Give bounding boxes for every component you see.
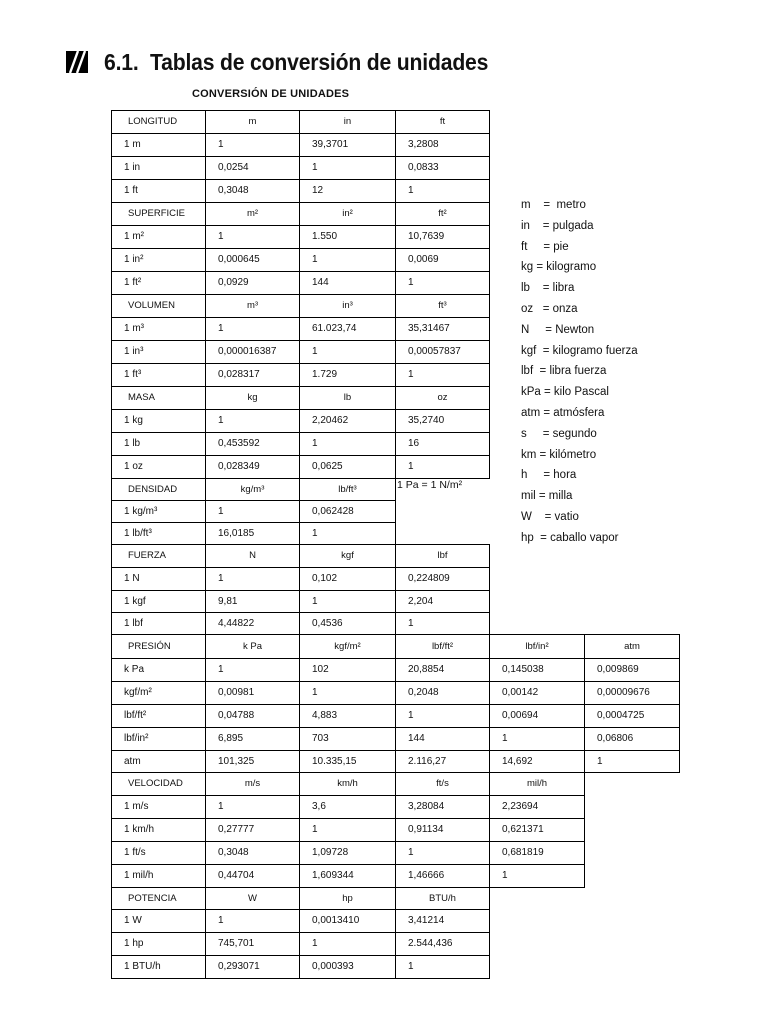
volumen-cell: 1 m³ <box>111 317 206 341</box>
masa-cell: 16 <box>395 432 490 456</box>
volumen-cell: 35,31467 <box>395 317 490 341</box>
volumen-cell: 1 <box>395 363 490 387</box>
volumen-cell: 0,000016387 <box>205 340 300 364</box>
superficie-column-header: ft² <box>395 202 490 226</box>
presion-cell: 0,145038 <box>489 658 585 682</box>
velocidad-cell: 1 mil/h <box>111 864 206 888</box>
presion-column-header: lbf/in² <box>489 634 585 659</box>
presion-cell: 144 <box>395 727 490 751</box>
fuerza-cell: 1 N <box>111 567 206 591</box>
masa-cell: 1 kg <box>111 409 206 433</box>
volumen-cell: 0,00057837 <box>395 340 490 364</box>
longitud-column-header: m <box>205 110 300 134</box>
fuerza-cell: 1 kgf <box>111 590 206 613</box>
potencia-cell: 1 W <box>111 909 206 933</box>
velocidad-cell: 1 ft/s <box>111 841 206 865</box>
masa-column-header: lb <box>299 386 396 410</box>
superficie-cell: 0,000645 <box>205 248 300 272</box>
volumen-cell: 1 in³ <box>111 340 206 364</box>
presion-cell: k Pa <box>111 658 206 682</box>
densidad-column-header: kg/m³ <box>205 478 300 501</box>
masa-cell: 1 lb <box>111 432 206 456</box>
velocidad-column-header: mil/h <box>489 772 585 796</box>
legend-item: h = hora <box>521 469 577 482</box>
presion-cell: 0,04788 <box>205 704 300 728</box>
presion-cell: 1 <box>584 750 680 773</box>
longitud-cell: 0,3048 <box>205 179 300 203</box>
volumen-column-header: m³ <box>205 294 300 318</box>
masa-column-header: kg <box>205 386 300 410</box>
volumen-cell: 1 <box>205 317 300 341</box>
fuerza-column-header: kgf <box>299 544 396 568</box>
superficie-cell: 1 ft² <box>111 271 206 295</box>
presion-cell: 1 <box>395 704 490 728</box>
longitud-cell: 0,0833 <box>395 156 490 180</box>
fuerza-cell: 1 <box>205 567 300 591</box>
presion-cell: 101,325 <box>205 750 300 773</box>
presion-column-header: kgf/m² <box>299 634 396 659</box>
velocidad-cell: 0,44704 <box>205 864 300 888</box>
masa-cell: 1 <box>205 409 300 433</box>
page-title <box>104 49 488 76</box>
velocidad-cell: 1 <box>299 818 396 842</box>
potencia-cell: 1 <box>395 955 490 979</box>
longitud-cell: 1 <box>299 156 396 180</box>
densidad-cell: 0,062428 <box>299 500 396 523</box>
masa-cell: 0,0625 <box>299 455 396 479</box>
potencia-column-header: W <box>205 887 300 910</box>
legend-item: N = Newton <box>521 323 595 336</box>
fuerza-cell: 0,224809 <box>395 567 490 591</box>
longitud-cell: 0,0254 <box>205 156 300 180</box>
legend-item: W = vatio <box>521 510 579 523</box>
densidad-cell: 16,0185 <box>205 522 300 545</box>
presion-cell: 0,0004725 <box>584 704 680 728</box>
section-title: Tablas de conversión de unidades <box>149 48 489 75</box>
presion-cell: 0,009869 <box>584 658 680 682</box>
masa-cell: 35,2740 <box>395 409 490 433</box>
presion-cell: atm <box>111 750 206 773</box>
presion-cell: 0,00694 <box>489 704 585 728</box>
potencia-column-header: BTU/h <box>395 887 490 910</box>
volumen-cell: 61.023,74 <box>299 317 396 341</box>
potencia-cell: 1 <box>205 909 300 933</box>
velocidad-cell: 0,91134 <box>395 818 490 842</box>
fuerza-section-label: FUERZA <box>111 544 206 568</box>
fuerza-cell: 2,204 <box>395 590 490 613</box>
presion-cell: 0,00142 <box>489 681 585 705</box>
fuerza-column-header: N <box>205 544 300 568</box>
superficie-cell: 10,7639 <box>395 225 490 249</box>
section-number: 6.1. <box>104 48 139 75</box>
velocidad-cell: 0,3048 <box>205 841 300 865</box>
volumen-cell: 1.729 <box>299 363 396 387</box>
velocidad-cell: 1,46666 <box>395 864 490 888</box>
legend-item: mil = milla <box>521 490 573 503</box>
longitud-cell: 1 in <box>111 156 206 180</box>
superficie-cell: 1 <box>299 248 396 272</box>
densidad-cell: 1 lb/ft³ <box>111 522 206 545</box>
presion-cell: 0,00981 <box>205 681 300 705</box>
presion-cell: kgf/m² <box>111 681 206 705</box>
legend-item: lbf = libra fuerza <box>521 365 607 378</box>
legend-item: km = kilómetro <box>521 448 597 461</box>
velocidad-column-header: m/s <box>205 772 300 796</box>
velocidad-cell: 3,6 <box>299 795 396 819</box>
longitud-cell: 12 <box>299 179 396 203</box>
volumen-cell: 1 ft³ <box>111 363 206 387</box>
longitud-cell: 1 <box>205 133 300 157</box>
unit-legend <box>521 195 638 549</box>
legend-item: kgf = kilogramo fuerza <box>521 344 638 357</box>
potencia-cell: 1 BTU/h <box>111 955 206 979</box>
potencia-cell: 1 hp <box>111 932 206 956</box>
presion-cell: 2.116,27 <box>395 750 490 773</box>
legend-item: kPa = kilo Pascal <box>521 386 609 399</box>
longitud-cell: 39,3701 <box>299 133 396 157</box>
superficie-cell: 1 <box>205 225 300 249</box>
presion-cell: 0,00009676 <box>584 681 680 705</box>
masa-column-header: oz <box>395 386 490 410</box>
presion-cell: 1 <box>489 727 585 751</box>
superficie-cell: 1.550 <box>299 225 396 249</box>
volumen-section-label: VOLUMEN <box>111 294 206 318</box>
legend-item: kg = kilogramo <box>521 261 597 274</box>
velocidad-cell: 1,609344 <box>299 864 396 888</box>
longitud-cell: 3,2808 <box>395 133 490 157</box>
masa-cell: 1 <box>299 432 396 456</box>
densidad-section-label: DENSIDAD <box>111 478 206 501</box>
presion-cell: 1 <box>299 681 396 705</box>
fuerza-cell: 0,4536 <box>299 612 396 635</box>
velocidad-cell: 0,681819 <box>489 841 585 865</box>
velocidad-cell: 1,09728 <box>299 841 396 865</box>
presion-cell: 14,692 <box>489 750 585 773</box>
masa-cell: 0,028349 <box>205 455 300 479</box>
volumen-column-header: ft³ <box>395 294 490 318</box>
presion-cell: 20,8854 <box>395 658 490 682</box>
presion-cell: 6,895 <box>205 727 300 751</box>
volumen-column-header: in³ <box>299 294 396 318</box>
presion-cell: lbf/ft² <box>111 704 206 728</box>
superficie-cell: 1 m² <box>111 225 206 249</box>
masa-cell: 2,20462 <box>299 409 396 433</box>
densidad-cell: 1 <box>205 500 300 523</box>
masa-cell: 1 <box>395 455 490 479</box>
presion-column-header: atm <box>584 634 680 659</box>
potencia-column-header: hp <box>299 887 396 910</box>
presion-section-label: PRESIÓN <box>111 634 206 659</box>
superficie-cell: 0,0929 <box>205 271 300 295</box>
velocidad-cell: 1 m/s <box>111 795 206 819</box>
fuerza-cell: 9,81 <box>205 590 300 613</box>
longitud-section-label: LONGITUD <box>111 110 206 134</box>
presion-cell: 4,883 <box>299 704 396 728</box>
legend-item: in = pulgada <box>521 219 594 232</box>
legend-item: oz = onza <box>521 302 578 315</box>
velocidad-section-label: VELOCIDAD <box>111 772 206 796</box>
velocidad-cell: 1 <box>395 841 490 865</box>
longitud-column-header: ft <box>395 110 490 134</box>
longitud-cell: 1 ft <box>111 179 206 203</box>
legend-item: m = metro <box>521 199 586 211</box>
presion-column-header: lbf/ft² <box>395 634 490 659</box>
superficie-section-label: SUPERFICIE <box>111 202 206 226</box>
velocidad-column-header: km/h <box>299 772 396 796</box>
potencia-cell: 0,0013410 <box>299 909 396 933</box>
presion-cell: lbf/in² <box>111 727 206 751</box>
fuerza-cell: 1 <box>395 612 490 635</box>
velocidad-cell: 0,621371 <box>489 818 585 842</box>
potencia-cell: 0,000393 <box>299 955 396 979</box>
volumen-cell: 0,028317 <box>205 363 300 387</box>
fuerza-cell: 4,44822 <box>205 612 300 635</box>
longitud-column-header: in <box>299 110 396 134</box>
masa-section-label: MASA <box>111 386 206 410</box>
velocidad-cell: 1 km/h <box>111 818 206 842</box>
presion-cell: 102 <box>299 658 396 682</box>
superficie-column-header: in² <box>299 202 396 226</box>
table-title: CONVERSIÓN DE UNIDADES <box>192 88 350 100</box>
potencia-cell: 1 <box>299 932 396 956</box>
velocidad-cell: 1 <box>489 864 585 888</box>
fuerza-cell: 1 <box>299 590 396 613</box>
presion-column-header: k Pa <box>205 634 300 659</box>
superficie-cell: 0,0069 <box>395 248 490 272</box>
fuerza-column-header: lbf <box>395 544 490 568</box>
velocidad-column-header: ft/s <box>395 772 490 796</box>
presion-cell: 1 <box>205 658 300 682</box>
velocidad-cell: 3,28084 <box>395 795 490 819</box>
potencia-cell: 3,41214 <box>395 909 490 933</box>
longitud-cell: 1 m <box>111 133 206 157</box>
presion-cell: 0,06806 <box>584 727 680 751</box>
potencia-section-label: POTENCIA <box>111 887 206 910</box>
fuerza-cell: 0,102 <box>299 567 396 591</box>
volumen-cell: 1 <box>299 340 396 364</box>
presion-cell: 703 <box>299 727 396 751</box>
superficie-cell: 144 <box>299 271 396 295</box>
densidad-cell: 1 <box>299 522 396 545</box>
legend-item: s = segundo <box>521 427 597 440</box>
superficie-column-header: m² <box>205 202 300 226</box>
presion-cell: 10.335,15 <box>299 750 396 773</box>
velocidad-cell: 1 <box>205 795 300 819</box>
velocidad-cell: 0,27777 <box>205 818 300 842</box>
potencia-cell: 0,293071 <box>205 955 300 979</box>
longitud-cell: 1 <box>395 179 490 203</box>
densidad-column-header: lb/ft³ <box>299 478 396 501</box>
masa-cell: 0,453592 <box>205 432 300 456</box>
potencia-cell: 745,701 <box>205 932 300 956</box>
pascal-note: 1 Pa = 1 N/m² <box>397 479 463 491</box>
section-marker-icon <box>66 51 88 73</box>
densidad-cell: 1 kg/m³ <box>111 500 206 523</box>
presion-cell: 0,2048 <box>395 681 490 705</box>
legend-item: atm = atmósfera <box>521 406 605 419</box>
fuerza-cell: 1 lbf <box>111 612 206 635</box>
velocidad-cell: 2,23694 <box>489 795 585 819</box>
superficie-cell: 1 in² <box>111 248 206 272</box>
potencia-cell: 2.544,436 <box>395 932 490 956</box>
masa-cell: 1 oz <box>111 455 206 479</box>
legend-item: lb = libra <box>521 282 575 295</box>
legend-item: ft = pie <box>521 240 569 253</box>
superficie-cell: 1 <box>395 271 490 295</box>
legend-item: hp = caballo vapor <box>521 531 619 544</box>
page-heading <box>66 47 522 77</box>
